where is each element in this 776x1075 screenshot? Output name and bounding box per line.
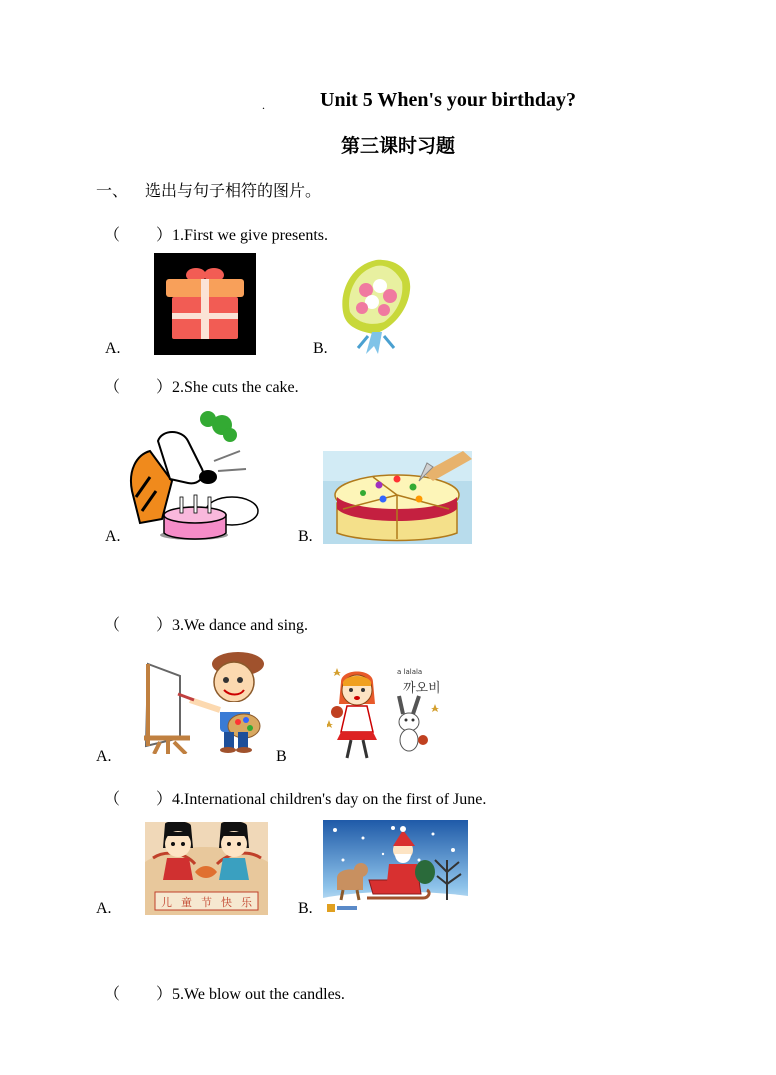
answer-blank-close: ） [156, 986, 173, 1003]
girl-singing-image [327, 660, 447, 764]
question-1 [104, 222, 328, 245]
answer-blank-close: ） [156, 791, 173, 808]
page-subtitle: 第三课时习题 [341, 135, 456, 157]
answer-blank-open: （ [104, 379, 121, 396]
answer-blank-open: （ [104, 986, 121, 1003]
childrens-day-image [145, 822, 268, 915]
option-label-a: A. [105, 528, 121, 545]
caption-char: 乐 [241, 896, 252, 909]
question-5 [104, 981, 345, 1004]
option-label-b: B. [298, 528, 313, 545]
option-label-a: A. [96, 748, 112, 765]
flower-bouquet-image [338, 256, 414, 356]
question-3 [104, 612, 308, 635]
page-title: Unit 5 When's your birthday? [320, 89, 576, 111]
option-label-a: A. [96, 900, 112, 917]
question-2 [104, 374, 299, 397]
goofy-blowing-candles-image [122, 411, 262, 543]
answer-blank-close: ） [156, 379, 173, 396]
caption-char: 节 [201, 896, 212, 909]
answer-blank-close: ） [156, 617, 173, 634]
question-text: 4.International children's day on the first of June. [172, 791, 487, 808]
boy-painting-image [140, 646, 268, 754]
answer-blank-open: （ [104, 617, 121, 634]
section-instruction: 选出与句子相符的图片。 [145, 181, 322, 200]
option-label-b: B. [298, 900, 313, 917]
question-text: 3.We dance and sing. [172, 617, 309, 634]
question-4 [104, 786, 486, 809]
caption-char: 快 [221, 896, 232, 909]
option-label-b: B [276, 748, 287, 765]
answer-blank-close: ） [156, 227, 173, 244]
korean-caption: 까오비 [403, 681, 441, 696]
gift-box-image [154, 253, 256, 355]
option-label-a: A. [105, 340, 121, 357]
question-text: 5.We blow out the candles. [172, 986, 345, 1003]
question-text: 1.First we give presents. [172, 227, 328, 244]
cake-cutting-image [323, 451, 472, 544]
answer-blank-open: （ [104, 227, 121, 244]
option-label-b: B. [313, 340, 328, 357]
question-text: 2.She cuts the cake. [172, 379, 299, 396]
caption-char: 童 [181, 896, 192, 909]
caption-char: 儿 [161, 896, 172, 909]
section-number: 一、 [96, 181, 129, 200]
answer-blank-open: （ [104, 791, 121, 808]
santa-sleigh-image [323, 820, 468, 916]
stray-dot: . [262, 98, 265, 112]
svg-text:a lalala: a lalala [397, 668, 423, 676]
